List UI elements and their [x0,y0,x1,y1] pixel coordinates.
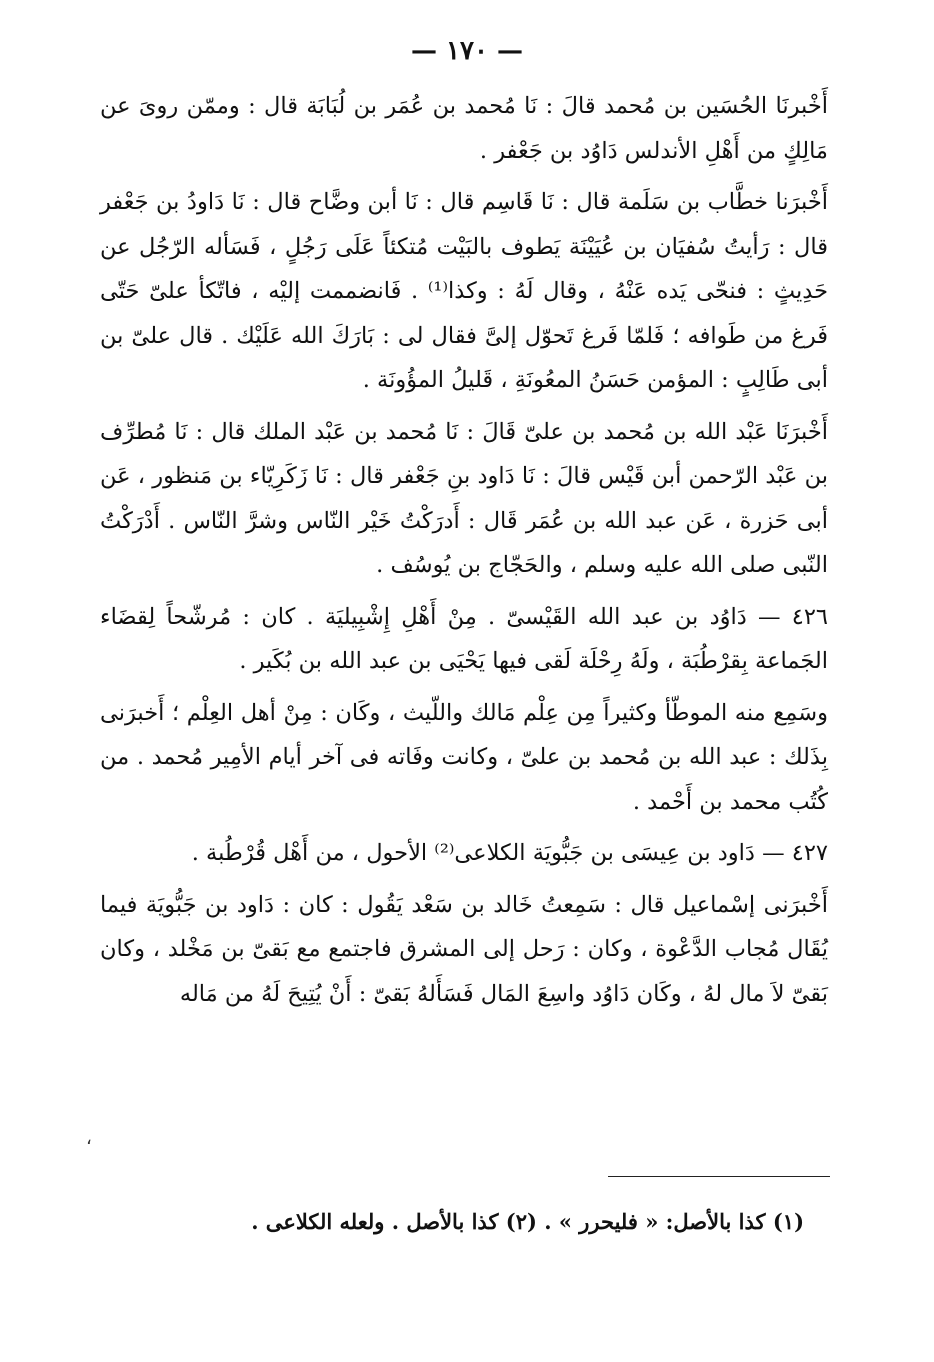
footnotes: (١) كذا بالأصل: « فليحرر » . (٢) كذا بالأصل . ولعله الكلاعى . [251,1209,804,1234]
paragraph-khattab-ibn-salama: أَخْبرَنا خطَّاب بن سَلَمة قال : نَا قَاسِم قال : نَا أبن وضَّاح قال : نَا دَاودُ بن جَعْفر قال : رَأيتُ سُفيَان بن عُيَيْنَة يَطوف بالبَيْت مُتكئاً عَلَى رَجُلٍ ، فَسَأله الرّجُل عن حَدِيثٍ : فنحّى يَده عَنْهُ ، وقال لَهُ : وكذا⁽¹⁾ . فَانضممت إليْه ، فاتّكأ علىّ حَتّى فَرغ من طَوافه ؛ فَلمّا فَرغ تَحوّل إلىَّ فقال لى : بَارَكَ الله عَلَيْك . قال علىّ بن أبى طَالِبٍ : المؤمن حَسَنُ المعُونَةِ ، قَليلُ المؤُونَة . [100,189,828,393]
margin-mark: ، [86,1128,92,1149]
entry-427-dawud-ibn-isa: ٤٢٧ — دَاود بن عِيسَى بن جَبُّويَة الكلاعى⁽²⁾ الأحول ، من أَهْل قُرْطُبة . [191,840,828,866]
paragraph-ismail-khalid: أَخْبرَنى إسْماعيل قال : سَمِعتُ خَالد بن سَعْد يَقُول : كان : دَاود بن جَبُّويَة فيما يُقَال مُجاب الدَّعْوة ، وكان : رَحل إلى المشرق فاجتمع مع بَقىّ بن مَخْلد ، وكان بَقىّ لاَ مال لهُ ، وكَان دَاوُد واسِعَ المَال فَسَأَلهُ بَقىّ : أَنْ يُتِيحَ لَهُ من مَاله [100,891,828,1007]
paragraph-abdallah-ibn-mohammed: أَخْبرَنَا عَبْد الله بن مُحمد بن علىّ قَالَ : نَا مُحمد بن عَبْد الملك قال : نَا مُطرِّف بن عَبْد الرّحمن أبن قَيْس قالَ : نَا دَاود بنِ جَعْفر قال : نَا زَكَرِيّاء بن مَنظور ، عَن أبى حَزرة ، عَن عبد الله بن عُمَر قَال : أَدرَكْتُ خَيْر النّاس وشرَّ النّاس . أَدْرَكْتُ النّبى صلى الله عليه وسلم ، والحَجّاج بن يُوسُف . [100,418,828,578]
entry-426-dawud-al-qaysi: ٤٢٦ — دَاوُد بن عبد الله القَيْسىّ . مِنْ أَهْلِ إِشْبِيليَة . كان : مُرشّحاً لِقضَاء الجَماعة بِقرْطُبَة ، ولَهُ رِحْلَة لَقى فيها يَحْيَى بن عبد الله بن بُكَير . [100,603,828,674]
paragraph-muwatta-sama: وسَمِع منه الموطّأ وكثيراً مِن عِلْم مَالك واللّيث ، وكَان : مِنْ أهل العِلْم ؛ أَخبرَنى بِذَلك : عبد الله بن مُحمد بن علىّ ، وكانت وفَاته فى آخر أيام الأمِير مُحمد . من كُتُب محمد بن أَحْمد . [100,699,828,815]
paragraph-chain-mohammed-ibn-lubaba: أَخْبرنَا الحُسَين بن مُحمد قالَ : نَا مُحمد بن عُمَر بن لُبَابَة قال : وممّن روىَ عن مَالِكٍ من أَهْلِ الأندلس دَاوُد بن جَعْفر . [100,93,828,164]
page-number: — ١٧٠ — [410,36,524,66]
footnote-divider [608,1176,830,1177]
main-text [100,84,828,1023]
